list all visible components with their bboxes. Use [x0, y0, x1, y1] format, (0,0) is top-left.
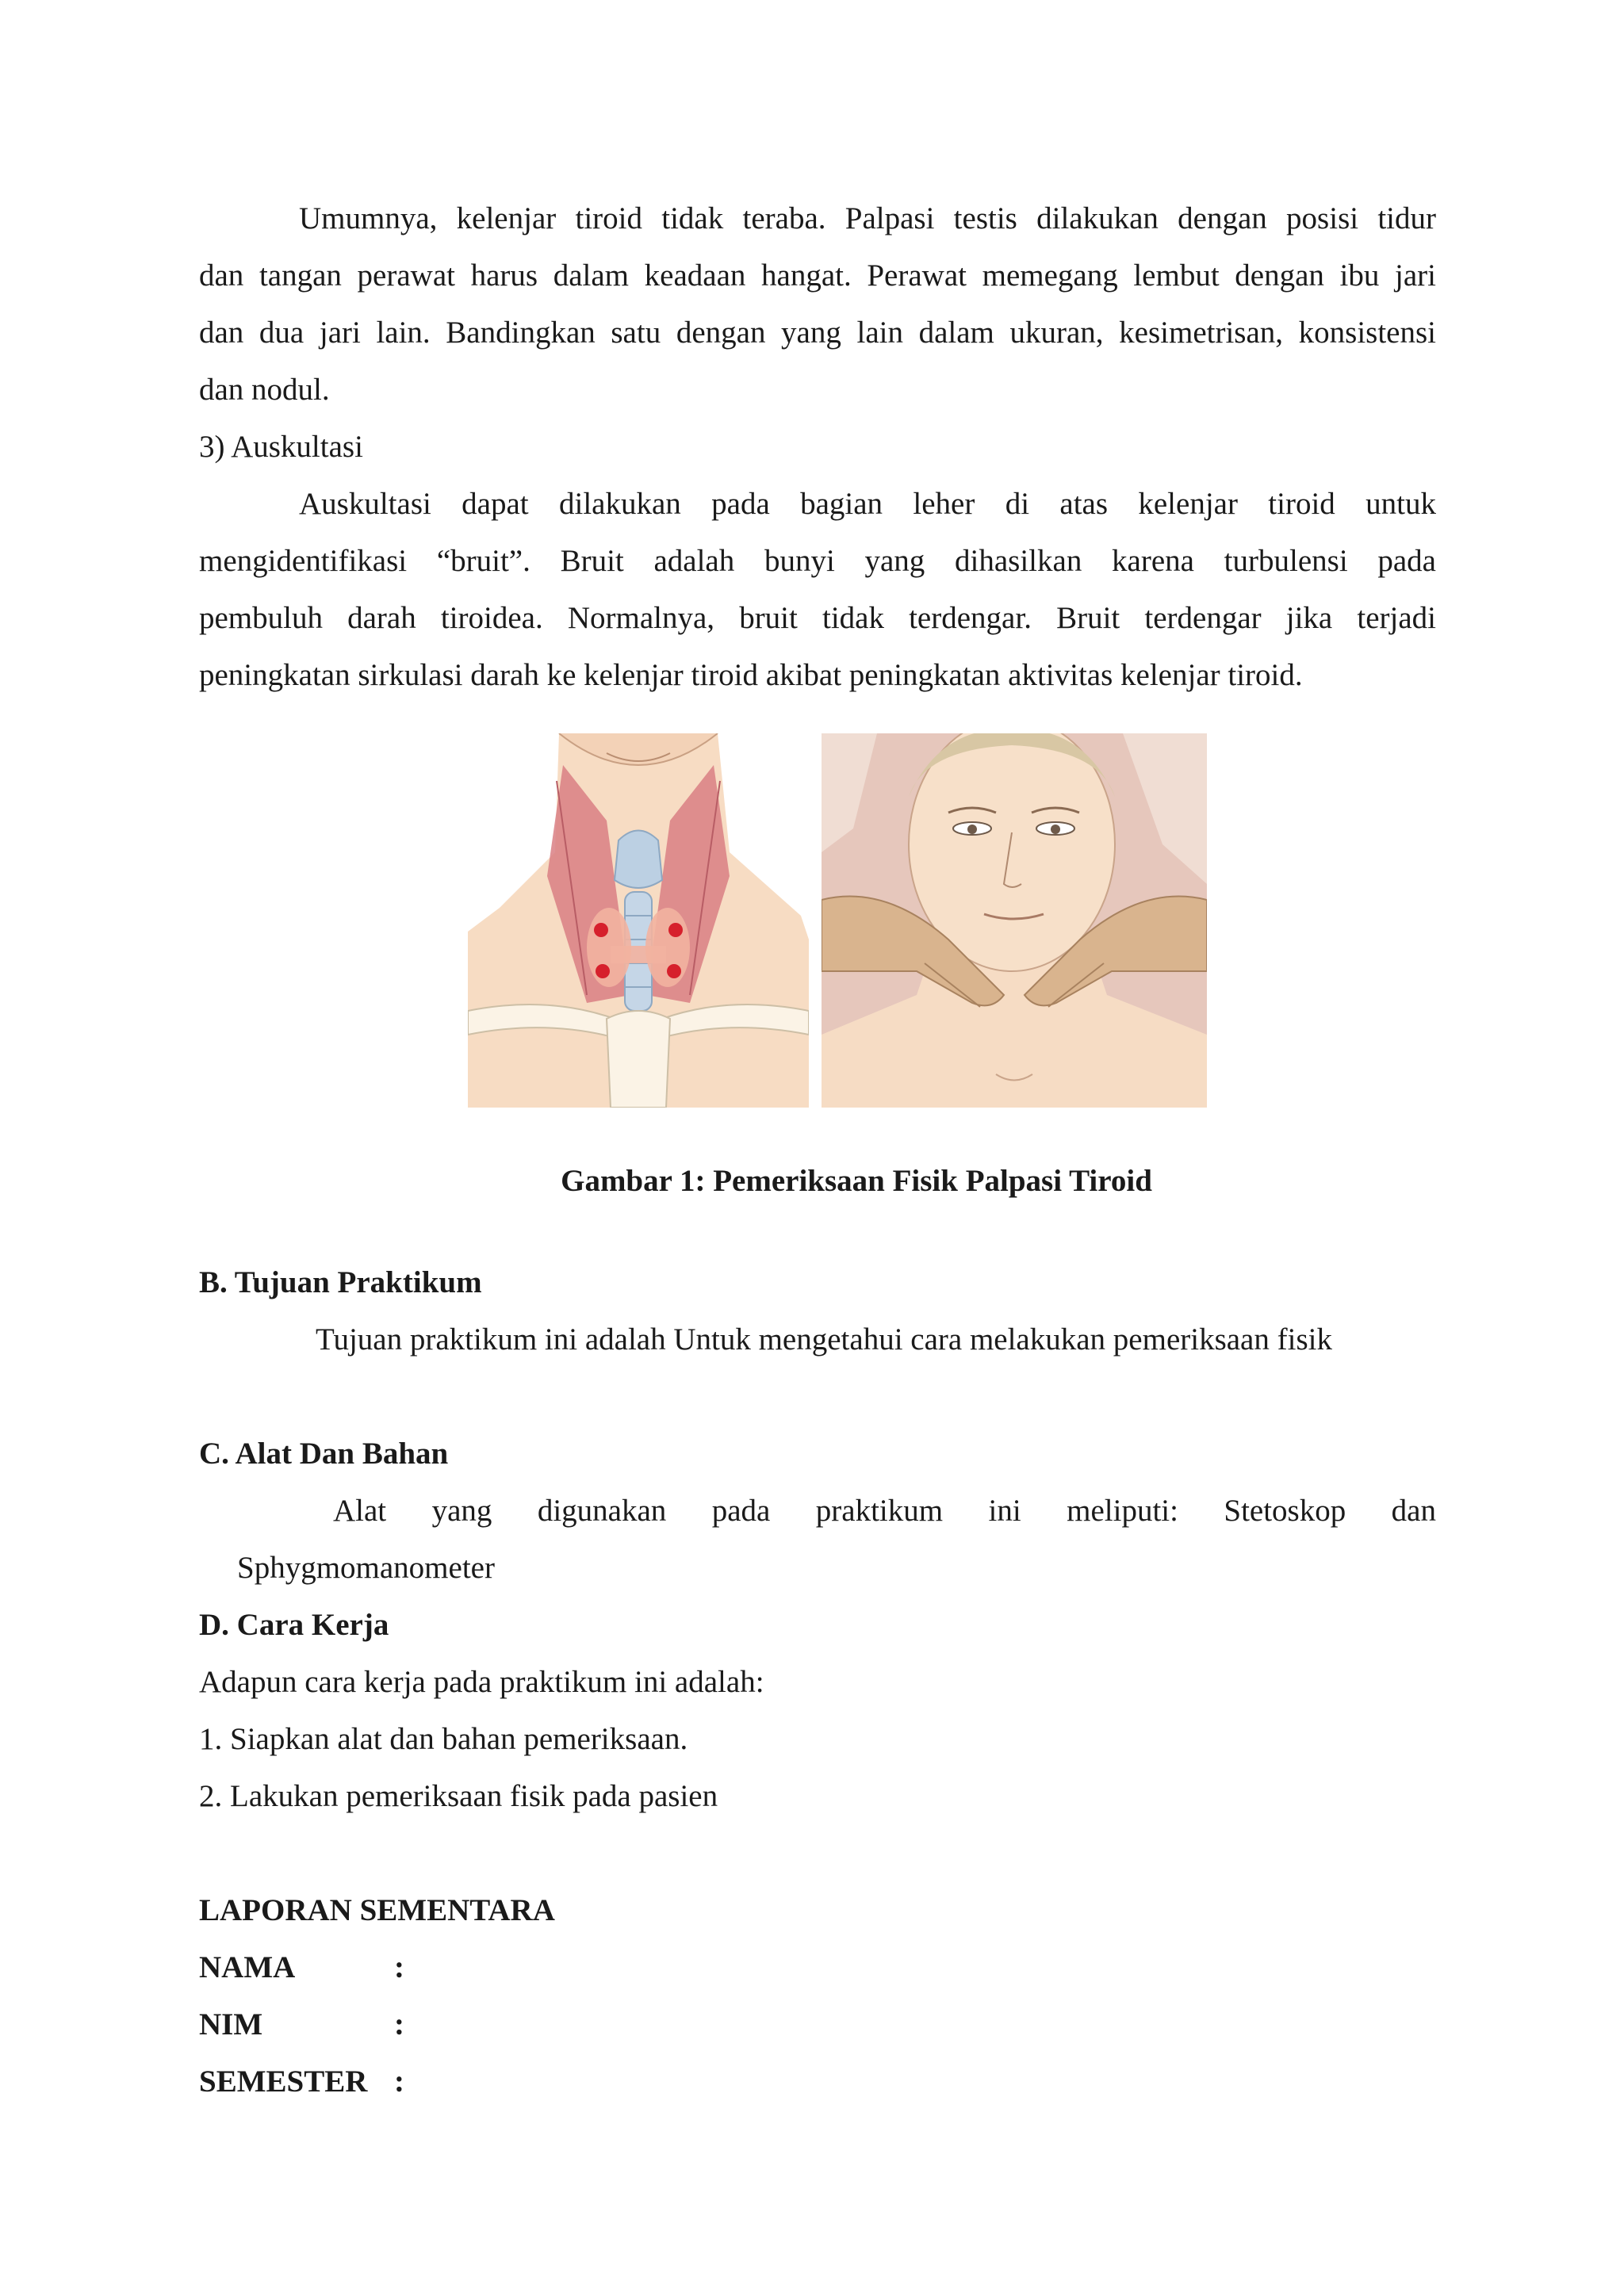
section-c-line-2: Sphygmomanometer — [237, 1551, 495, 1585]
section-b-heading: B. Tujuan Praktikum — [199, 1265, 482, 1299]
report-field-colon: : — [394, 2064, 404, 2099]
section-d-intro: Adapun cara kerja pada praktikum ini adalah: — [199, 1665, 764, 1699]
report-field-label-nama: NAMA — [199, 1950, 296, 1984]
paragraph-2-line-2: mengidentifikasi “bruit”. Bruit adalah bunyi yang dihasilkan karena turbulensi pada — [199, 544, 1436, 578]
section-3-heading: 3) Auskultasi — [199, 430, 363, 464]
paragraph-1-line-3: dan dua jari lain. Bandingkan satu dengan yang lain dalam ukuran, kesimetrisan, konsistensi — [199, 316, 1436, 350]
paragraph-2-line-1: Auskultasi dapat dilakukan pada bagian leher di atas kelenjar tiroid untuk — [299, 487, 1436, 521]
paragraph-1-line-2: dan tangan perawat harus dalam keadaan hangat. Perawat memegang lembut dengan ibu jari — [199, 258, 1436, 293]
report-field-label-nim: NIM — [199, 2007, 263, 2042]
paragraph-2-line-4: peningkatan sirkulasi darah ke kelenjar tiroid akibat peningkatan aktivitas kelenjar tiroid. — [199, 658, 1303, 692]
section-d-step: 2. Lakukan pemeriksaan fisik pada pasien — [199, 1779, 718, 1813]
section-c-heading: C. Alat Dan Bahan — [199, 1437, 449, 1471]
thyroid-palpation-illustration — [822, 733, 1207, 1108]
section-d-step: 1. Siapkan alat dan bahan pemeriksaan. — [199, 1722, 688, 1756]
section-c-line-1: Alat yang digunakan pada praktikum ini meliputi: Stetoskop dan — [333, 1494, 1436, 1528]
report-field-colon: : — [394, 1950, 404, 1984]
figure-caption: Gambar 1: Pemeriksaan Fisik Palpasi Tiroid — [561, 1164, 1152, 1198]
paragraph-1-line-4: dan nodul. — [199, 373, 330, 407]
section-b-text: Tujuan praktikum ini adalah Untuk mengetahui cara melakukan pemeriksaan fisik — [316, 1322, 1332, 1357]
paragraph-1-line-1: Umumnya, kelenjar tiroid tidak teraba. Palpasi testis dilakukan dengan posisi tidur — [299, 201, 1436, 235]
thyroid-anatomy-illustration — [468, 733, 809, 1108]
section-d-heading: D. Cara Kerja — [199, 1608, 389, 1642]
report-field-colon: : — [394, 2007, 404, 2042]
report-heading: LAPORAN SEMENTARA — [199, 1893, 555, 1927]
paragraph-2-line-3: pembuluh darah tiroidea. Normalnya, bruit tidak terdengar. Bruit terdengar jika terjadi — [199, 601, 1436, 635]
report-field-label-semester: SEMESTER — [199, 2064, 368, 2099]
